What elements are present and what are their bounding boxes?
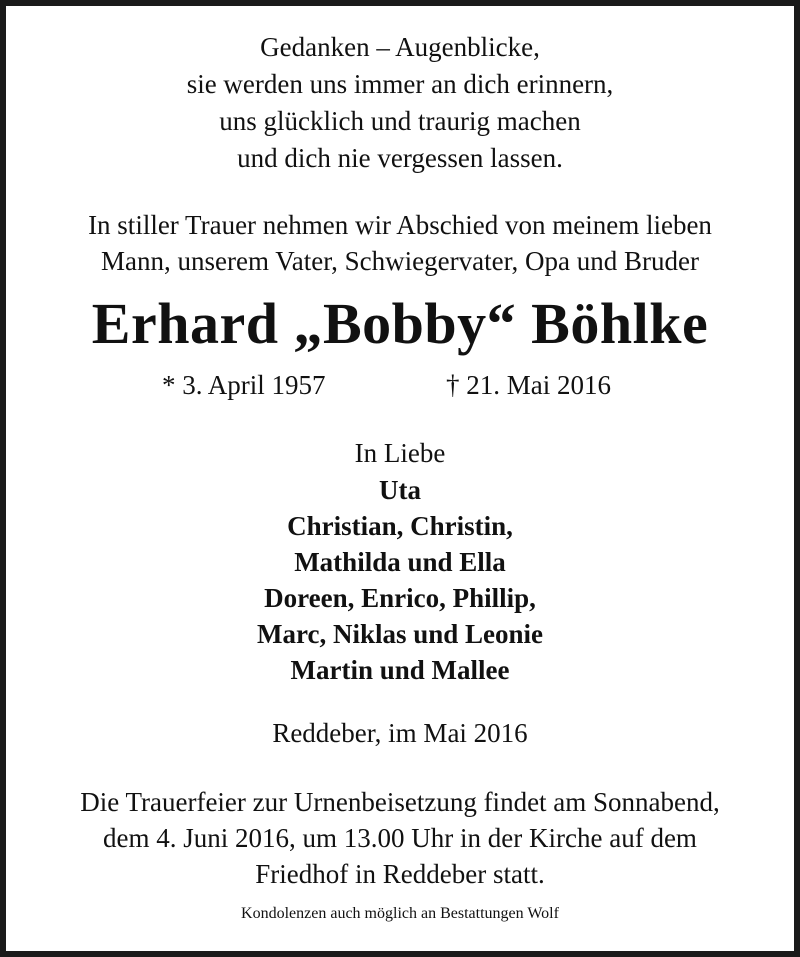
mourners-heading: In Liebe [354,438,446,468]
mourner-line: Christian, Christin, [287,511,513,541]
service-line: Die Trauerfeier zur Urnenbeisetzung findet am Sonnabend, [80,787,720,817]
intro-line: In stiller Trauer nehmen wir Abschied von meinem lieben [88,210,712,240]
service-line: Friedhof in Reddeber statt. [255,859,545,889]
death-date: † 21. Mai 2016 [446,370,611,400]
mourner-line: Doreen, Enrico, Phillip, [264,583,536,613]
condolence-note: Kondolenzen auch möglich an Bestattungen Wolf [241,905,559,922]
mourner-line: Martin und Mallee [290,655,510,685]
intro-line: Mann, unserem Vater, Schwiegervater, Opa und Bruder [101,246,699,276]
poem-line: uns glücklich und traurig machen [219,106,581,136]
poem-line: Gedanken – Augenblicke, [260,32,540,62]
mourner-line: Marc, Niklas und Leonie [256,619,544,649]
service-line: dem 4. Juni 2016, um 13.00 Uhr in der Kirche auf dem [103,823,697,853]
mourner-line: Mathilda und Ella [294,547,506,577]
place-and-date: Reddeber, im Mai 2016 [272,718,528,748]
poem-line: sie werden uns immer an dich erinnern, [186,69,614,99]
mourner-line: Uta [379,475,421,505]
poem-line: und dich nie vergessen lassen. [237,143,563,173]
life-dates [6,370,794,406]
birth-date: * 3. April 1957 [162,370,326,400]
deceased-name: Erhard „Bobby“ Böhlke [91,291,709,356]
